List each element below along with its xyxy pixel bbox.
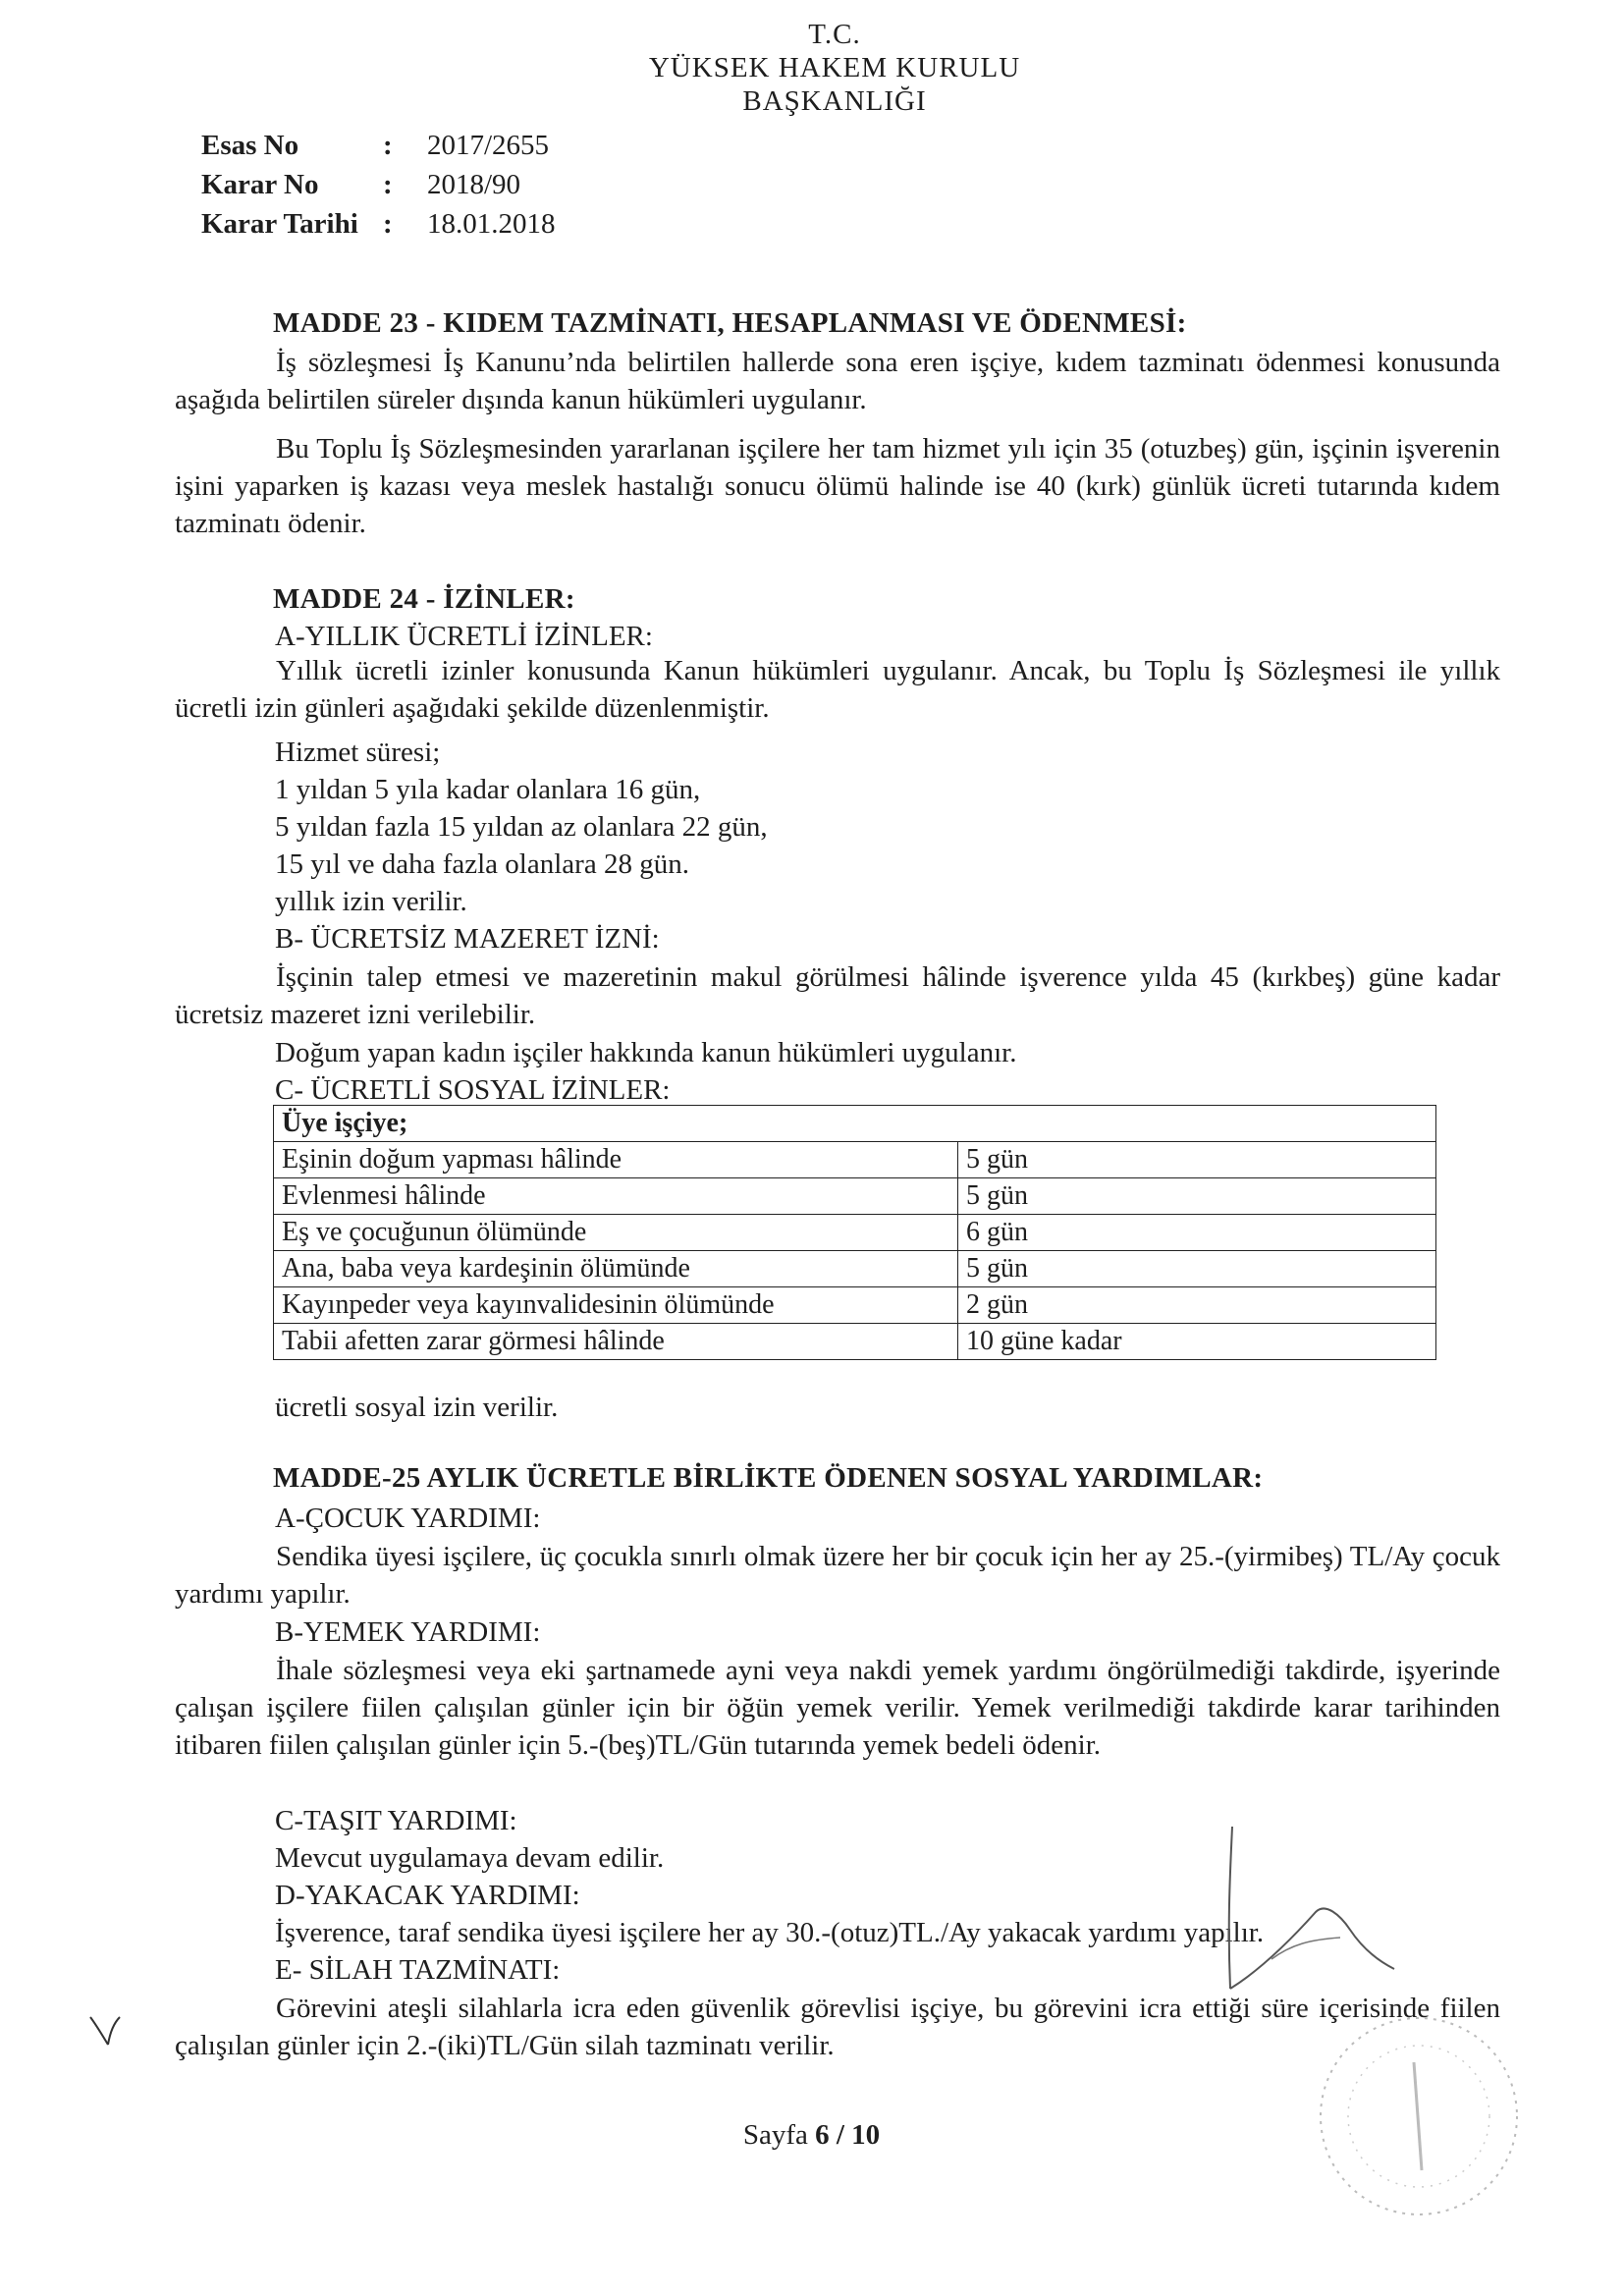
paragraph-text: Görevini ateşli silahlarla icra eden güvenlik görevlisi işçiye, bu görevini icra ettiği süre içerisinde fiilen çalışılan günler için 2.-(iki)TL/Gün silah tazminatı verilir. <box>175 1993 1500 2061</box>
paragraph-text: Yıllık ücretli izinler konusunda Kanun hükümleri uygulanır. Ancak, bu Toplu İş Sözleşmesi ile yıllık ücretli izin günleri aşağıdaki şekilde düzenlenmiştir. <box>175 655 1500 724</box>
table-row <box>274 1324 1436 1360</box>
paragraph-text: Bu Toplu İş Sözleşmesinden yararlanan işçilere her tam hizmet yılı için 35 (otuzbeş) gün, işçinin işverenin işini yaparken iş kazası veya meslek hastalığı sonucu ölümü halinde ise 40 (kırk) günlük ücreti tutarında kıdem tazminatı ödenir. <box>175 433 1500 539</box>
table-row <box>274 1215 1436 1251</box>
institution-header <box>550 18 1119 118</box>
page-number: 6 / 10 <box>815 2119 881 2151</box>
section-c-after: ücretli sosyal izin verilir. <box>275 1392 559 1423</box>
paragraph-text: İşçinin talep etmesi ve mazeretinin makul görülmesi hâlinde işverence yılda 45 (kırkbeş) güne kadar ücretsiz mazeret izni verilebilir. <box>175 961 1500 1030</box>
table-cell-days: 5 gün <box>958 1142 1436 1178</box>
meta-row-karar-no <box>201 165 556 204</box>
madde-25-heading: MADDE-25 AYLIK ÜCRETLE BİRLİKTE ÖDENEN SOSYAL YARDIMLAR: <box>273 1462 1264 1494</box>
table-cell-case: Evlenmesi hâlinde <box>274 1178 958 1215</box>
meta-colon: : <box>383 169 393 200</box>
signature-mark <box>1203 1822 1409 2008</box>
meta-label: Karar Tarihi <box>201 208 358 240</box>
section-b-title: B-YEMEK YARDIMI: <box>275 1616 541 1648</box>
meta-row-karar-tarihi <box>201 204 556 244</box>
meta-label: Esas No <box>201 130 299 161</box>
header-line-presidency: BAŞKANLIĞI <box>742 85 927 117</box>
section-c-title: C- ÜCRETLİ SOSYAL İZİNLER: <box>275 1074 671 1106</box>
madde-23-heading: MADDE 23 - KIDEM TAZMİNATI, HESAPLANMASI VE ÖDENMESİ: <box>273 307 1187 339</box>
section-d-paragraph: İşverence, taraf sendika üyesi işçilere her ay 30.-(otuz)TL./Ay yakacak yardımı yapılır. <box>275 1917 1265 1948</box>
section-b-paragraph <box>175 1652 1500 1764</box>
section-d-title: D-YAKACAK YARDIMI: <box>275 1880 580 1911</box>
section-b-paragraph <box>175 958 1500 1033</box>
page-footer <box>0 2119 1623 2152</box>
table-row <box>274 1251 1436 1287</box>
meta-value: 18.01.2018 <box>427 208 556 240</box>
section-c-paragraph: Mevcut uygulamaya devam edilir. <box>275 1842 665 1874</box>
leave-line: 15 yıl ve daha fazla olanlara 28 gün. <box>275 848 689 880</box>
meta-label: Karar No <box>201 169 319 200</box>
table-cell-days: 6 gün <box>958 1215 1436 1251</box>
table-cell-case: Eşinin doğum yapması hâlinde <box>274 1142 958 1178</box>
table-cell-days: 10 güne kadar <box>958 1324 1436 1360</box>
paragraph-text: Sendika üyesi işçilere, üç çocukla sınırlı olmak üzere her bir çocuk için her ay 25.-(yirmibeş) TL/Ay çocuk yardımı yapılır. <box>175 1541 1500 1610</box>
table-cell-days: 5 gün <box>958 1251 1436 1287</box>
leave-line: Hizmet süresi; <box>275 737 441 768</box>
paragraph-text: İş sözleşmesi İş Kanunu’nda belirtilen hallerde sona eren işçiye, kıdem tazminatı ödenmesi konusunda aşağıda belirtilen süreler dışında kanun hükümleri uygulanır. <box>175 347 1500 415</box>
section-a-title: A-YILLIK ÜCRETLİ İZİNLER: <box>275 621 653 652</box>
paragraph-text: İhale sözleşmesi veya eki şartnamede ayni veya nakdi yemek yardımı öngörülmediği takdirde, işyerinde çalışan işçilere fiilen çalışılan günler için bir öğün yemek verilir. Yemek verilmediği takdirde karar tarihinden itibaren fiilen çalışılan günler için 5.-(beş)TL/Gün tutarında yemek bedeli ödenir. <box>175 1655 1500 1761</box>
section-b-note: Doğum yapan kadın işçiler hakkında kanun hükümleri uygulanır. <box>275 1037 1017 1068</box>
table-header-row <box>274 1106 1436 1142</box>
table-cell-case: Ana, baba veya kardeşinin ölümünde <box>274 1251 958 1287</box>
table-row <box>274 1142 1436 1178</box>
page-label: Sayfa <box>742 2119 808 2151</box>
section-c-title: C-TAŞIT YARDIMI: <box>275 1805 517 1836</box>
header-line-tc: T.C. <box>808 19 861 50</box>
madde-23-paragraph-1 <box>175 344 1500 418</box>
social-leave-table <box>273 1105 1436 1360</box>
madde-23-paragraph-2 <box>175 430 1500 542</box>
margin-check-mark <box>86 2011 126 2050</box>
faded-stamp <box>1306 2003 1532 2229</box>
table-cell-days: 5 gün <box>958 1178 1436 1215</box>
table-row <box>274 1178 1436 1215</box>
section-b-title: B- ÜCRETSİZ MAZERET İZNİ: <box>275 923 660 955</box>
leave-line: 5 yıldan fazla 15 yıldan az olanlara 22 gün, <box>275 811 768 843</box>
section-a-paragraph <box>175 1538 1500 1613</box>
leave-line: 1 yıldan 5 yıla kadar olanlara 16 gün, <box>275 774 701 805</box>
meta-value: 2018/90 <box>427 169 521 200</box>
meta-value: 2017/2655 <box>427 130 550 161</box>
madde-24-heading: MADDE 24 - İZİNLER: <box>273 583 575 615</box>
meta-row-esas <box>201 126 556 165</box>
section-a-paragraph <box>175 652 1500 727</box>
case-meta <box>201 126 556 244</box>
table-row <box>274 1287 1436 1324</box>
table-cell-days: 2 gün <box>958 1287 1436 1324</box>
leave-line: yıllık izin verilir. <box>275 886 467 917</box>
section-e-title: E- SİLAH TAZMİNATI: <box>275 1954 561 1986</box>
meta-colon: : <box>383 208 393 240</box>
table-cell-case: Kayınpeder veya kayınvalidesinin ölümünde <box>274 1287 958 1324</box>
meta-colon: : <box>383 130 393 161</box>
header-line-institution: YÜKSEK HAKEM KURULU <box>648 52 1021 83</box>
table-cell-case: Eş ve çocuğunun ölümünde <box>274 1215 958 1251</box>
table-header-cell: Üye işçiye; <box>274 1106 1436 1142</box>
section-a-title: A-ÇOCUK YARDIMI: <box>275 1503 541 1534</box>
table-cell-case: Tabii afetten zarar görmesi hâlinde <box>274 1324 958 1360</box>
